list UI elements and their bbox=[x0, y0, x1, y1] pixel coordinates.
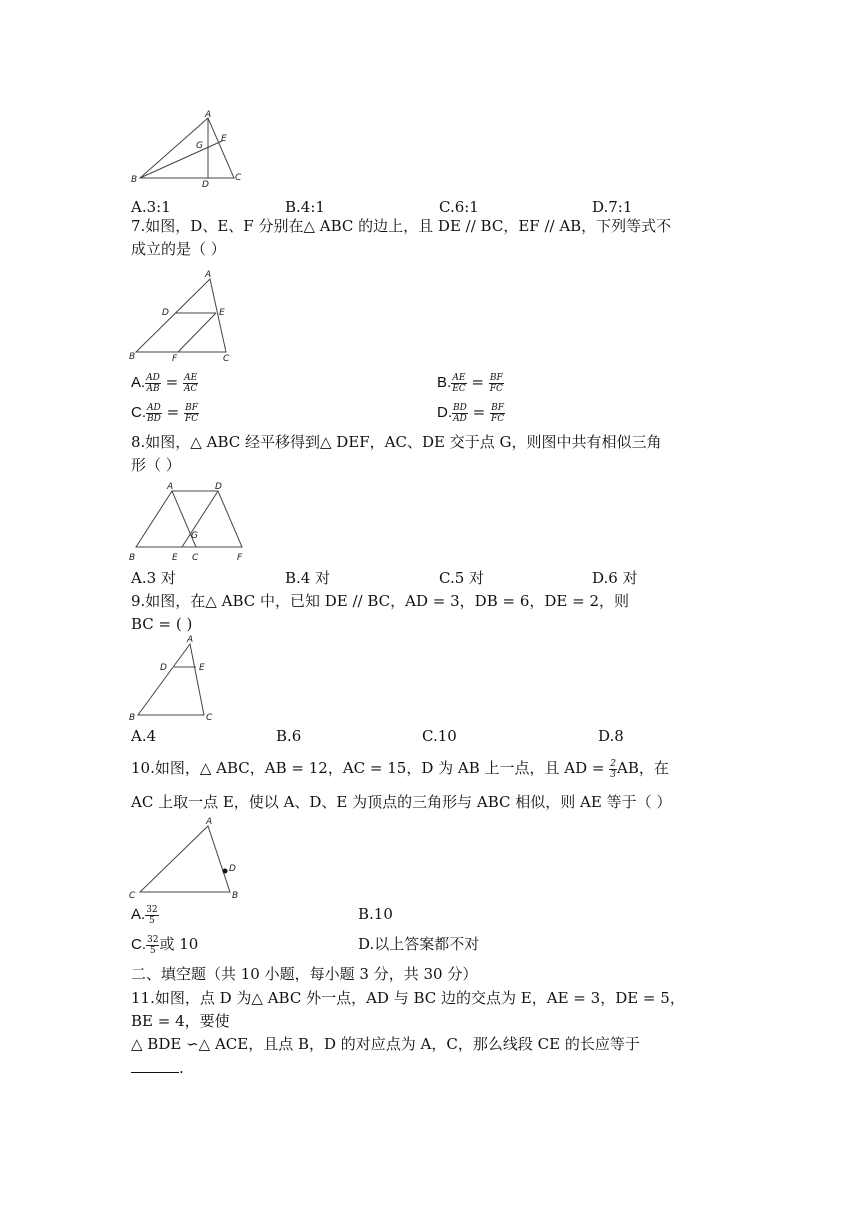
frac-numerator: BF bbox=[491, 402, 504, 413]
q7-option-c[interactable]: C. $\frac{AD}{BD}$ = $\frac{BF}{FC}$ bbox=[131, 402, 199, 424]
q7-label-c: C bbox=[223, 354, 230, 364]
q10-option-c-label: C. bbox=[131, 936, 146, 953]
q11-stem-line4 bbox=[131, 1058, 184, 1078]
q9-label-a: A bbox=[187, 635, 194, 645]
q11-stem-line1: 11.如图，点 D 为△ ABC 外一点，AD 与 BC 边的交点为 E，AE = 3，DE = 5， bbox=[131, 989, 685, 1007]
frac-denominator: 3 bbox=[610, 769, 616, 780]
frac-numerator: AD bbox=[146, 372, 160, 383]
q9-label-c: C bbox=[206, 713, 213, 723]
frac-numerator: 32 bbox=[146, 904, 158, 915]
q10-label-d: D bbox=[229, 864, 236, 874]
frac-denominator: EC bbox=[452, 383, 466, 394]
q8-option-a[interactable]: A.3 对 bbox=[131, 569, 176, 587]
q8-label-d: D bbox=[215, 482, 222, 492]
q10-stem-line1-b: AB，在 bbox=[616, 759, 669, 777]
q6-label-b: B bbox=[131, 175, 138, 185]
frac-numerator: AE bbox=[184, 372, 198, 383]
q7-figure bbox=[126, 266, 241, 366]
q8-stem-line2: 形（ ） bbox=[131, 456, 181, 474]
q10-stem-line1 bbox=[131, 758, 669, 780]
q8-label-f: F bbox=[237, 553, 243, 563]
q8-stem-line1: 8.如图，△ ABC 经平移得到△ DEF，AC、DE 交于点 G，则图中共有相似三角 bbox=[131, 433, 662, 451]
q10-option-a-fraction bbox=[145, 905, 158, 926]
q10-option-d[interactable]: D.以上答案都不对 bbox=[358, 935, 480, 953]
q6-label-g: G bbox=[196, 141, 203, 151]
frac-numerator: AE bbox=[452, 372, 466, 383]
q7-label-e: E bbox=[219, 308, 225, 318]
q9-option-c[interactable]: C.10 bbox=[422, 727, 457, 745]
q10-option-c[interactable] bbox=[131, 934, 198, 956]
q10-stem-line1-a: 10.如图，△ ABC，AB = 12，AC = 15，D 为 AB 上一点，且 AD = bbox=[131, 759, 605, 777]
q11-stem-line3: △ BDE ∽△ ACE，且点 B，D 的对应点为 A，C，那么线段 CE 的长应等于 bbox=[131, 1035, 640, 1053]
q8-option-c[interactable]: C.5 对 bbox=[439, 569, 485, 587]
q7-option-b[interactable]: B. $\frac{AE}{EC}$ = $\frac{BF}{FC}$ bbox=[437, 372, 503, 394]
q7-option-d-left-fraction bbox=[452, 403, 468, 424]
q9-label-b: B bbox=[129, 713, 136, 723]
q6-option-b[interactable]: B.4:1 bbox=[285, 198, 325, 216]
q7-option-d-label: D. bbox=[437, 404, 452, 421]
q9-stem-line2: BC = ( ) bbox=[131, 615, 193, 633]
q10-fraction-two-thirds bbox=[609, 759, 617, 780]
q10-figure bbox=[126, 814, 251, 904]
frac-denominator: FC bbox=[490, 413, 505, 424]
frac-denominator: AC bbox=[184, 383, 198, 394]
q6-label-a: A bbox=[205, 110, 212, 120]
frac-numerator: BD bbox=[453, 402, 467, 413]
q9-option-d[interactable]: D.8 bbox=[598, 727, 624, 745]
q9-option-b[interactable]: B.6 bbox=[276, 727, 302, 745]
q7-option-a-right-fraction bbox=[183, 373, 198, 394]
q11-end-period: . bbox=[179, 1059, 184, 1077]
q7-option-a-left-fraction bbox=[145, 373, 161, 394]
q9-label-d: D bbox=[160, 663, 167, 673]
q6-option-c[interactable]: C.6:1 bbox=[439, 198, 479, 216]
frac-denominator: 5 bbox=[149, 915, 155, 926]
q11-answer-blank[interactable] bbox=[131, 1058, 179, 1073]
q6-label-e: E bbox=[221, 134, 227, 144]
frac-denominator: FC bbox=[184, 413, 199, 424]
frac-denominator: AD bbox=[453, 413, 467, 424]
frac-numerator: 2 bbox=[610, 758, 616, 769]
frac-numerator: 32 bbox=[147, 934, 159, 945]
frac-numerator: BF bbox=[489, 372, 503, 383]
frac-numerator: BF bbox=[185, 402, 198, 413]
q6-figure bbox=[128, 108, 248, 188]
frac-denominator: BD bbox=[147, 413, 161, 424]
q6-segment-be bbox=[140, 141, 222, 178]
q10-option-a-label: A. bbox=[131, 906, 146, 923]
q7-label-d: D bbox=[162, 308, 169, 318]
q10-point-d bbox=[223, 869, 228, 874]
q7-stem-line2: 成立的是（ ） bbox=[131, 240, 226, 258]
frac-denominator: AB bbox=[146, 383, 160, 394]
q8-option-d[interactable]: D.6 对 bbox=[592, 569, 638, 587]
q10-stem-line2: AC 上取一点 E，使以 A、D、E 为顶点的三角形与 ABC 相似，则 AE 等于（ ） bbox=[131, 793, 672, 811]
q9-option-a[interactable]: A.4 bbox=[131, 727, 157, 745]
q7-segment-ef bbox=[178, 313, 216, 352]
q9-triangle-abc bbox=[138, 644, 204, 715]
q8-label-a: A bbox=[167, 482, 174, 492]
q7-option-d[interactable]: D. $\frac{BD}{AD}$ = $\frac{BF}{FC}$ bbox=[437, 402, 505, 424]
q7-option-c-label: C. bbox=[131, 404, 146, 421]
q9-label-e: E bbox=[199, 663, 205, 673]
q9-figure bbox=[126, 632, 226, 724]
q7-option-c-right-fraction bbox=[184, 403, 199, 424]
q8-label-c: C bbox=[192, 553, 199, 563]
q10-label-c: C bbox=[129, 891, 136, 901]
q10-label-b: B bbox=[232, 891, 239, 901]
q8-label-e: E bbox=[172, 553, 178, 563]
q7-option-b-left-fraction bbox=[451, 373, 466, 394]
q6-option-d[interactable]: D.7:1 bbox=[592, 198, 633, 216]
q6-label-d: D bbox=[202, 180, 209, 188]
q10-option-c-tail: 或 10 bbox=[159, 935, 199, 953]
section-heading-fill-in: 二、填空题（共 10 小题，每小题 3 分，共 30 分） bbox=[131, 965, 478, 983]
frac-denominator: FC bbox=[489, 383, 503, 394]
q6-option-a[interactable]: A.3:1 bbox=[131, 198, 171, 216]
q7-stem-line1: 7.如图，D、E、F 分别在△ ABC 的边上，且 DE // BC，EF // AB，下列等式不 bbox=[131, 217, 672, 235]
q7-option-a-label: A. bbox=[131, 374, 146, 391]
q7-option-b-right-fraction bbox=[489, 373, 504, 394]
frac-denominator: 5 bbox=[149, 945, 156, 956]
q11-stem-line2: BE = 4，要使 bbox=[131, 1012, 230, 1030]
q7-option-d-right-fraction bbox=[490, 403, 505, 424]
frac-numerator: AD bbox=[147, 402, 161, 413]
q10-option-c-fraction bbox=[146, 935, 159, 956]
q7-triangle-abc bbox=[136, 279, 226, 352]
q7-option-c-left-fraction bbox=[146, 403, 162, 424]
q10-option-b[interactable]: B.10 bbox=[358, 905, 393, 923]
q6-triangle-abc bbox=[140, 118, 234, 178]
q8-figure bbox=[126, 478, 256, 566]
q7-option-a[interactable]: A. $\frac{AD}{AB}$ = $\frac{AE}{AC}$ bbox=[131, 372, 198, 394]
q10-label-a: A bbox=[206, 817, 213, 827]
q7-label-f: F bbox=[172, 354, 178, 364]
q6-label-c: C bbox=[235, 173, 242, 183]
q8-option-b[interactable]: B.4 对 bbox=[285, 569, 331, 587]
q9-stem-line1: 9.如图，在△ ABC 中，已知 DE // BC，AD = 3，DB = 6，DE = 2，则 bbox=[131, 592, 629, 610]
q7-option-b-label: B. bbox=[437, 374, 452, 391]
q10-option-a[interactable] bbox=[131, 904, 159, 926]
q8-label-g: G bbox=[191, 531, 198, 541]
q10-triangle-abc bbox=[140, 826, 230, 892]
q8-label-b: B bbox=[129, 553, 136, 563]
q7-label-b: B bbox=[129, 352, 136, 362]
q7-label-a: A bbox=[205, 270, 212, 280]
